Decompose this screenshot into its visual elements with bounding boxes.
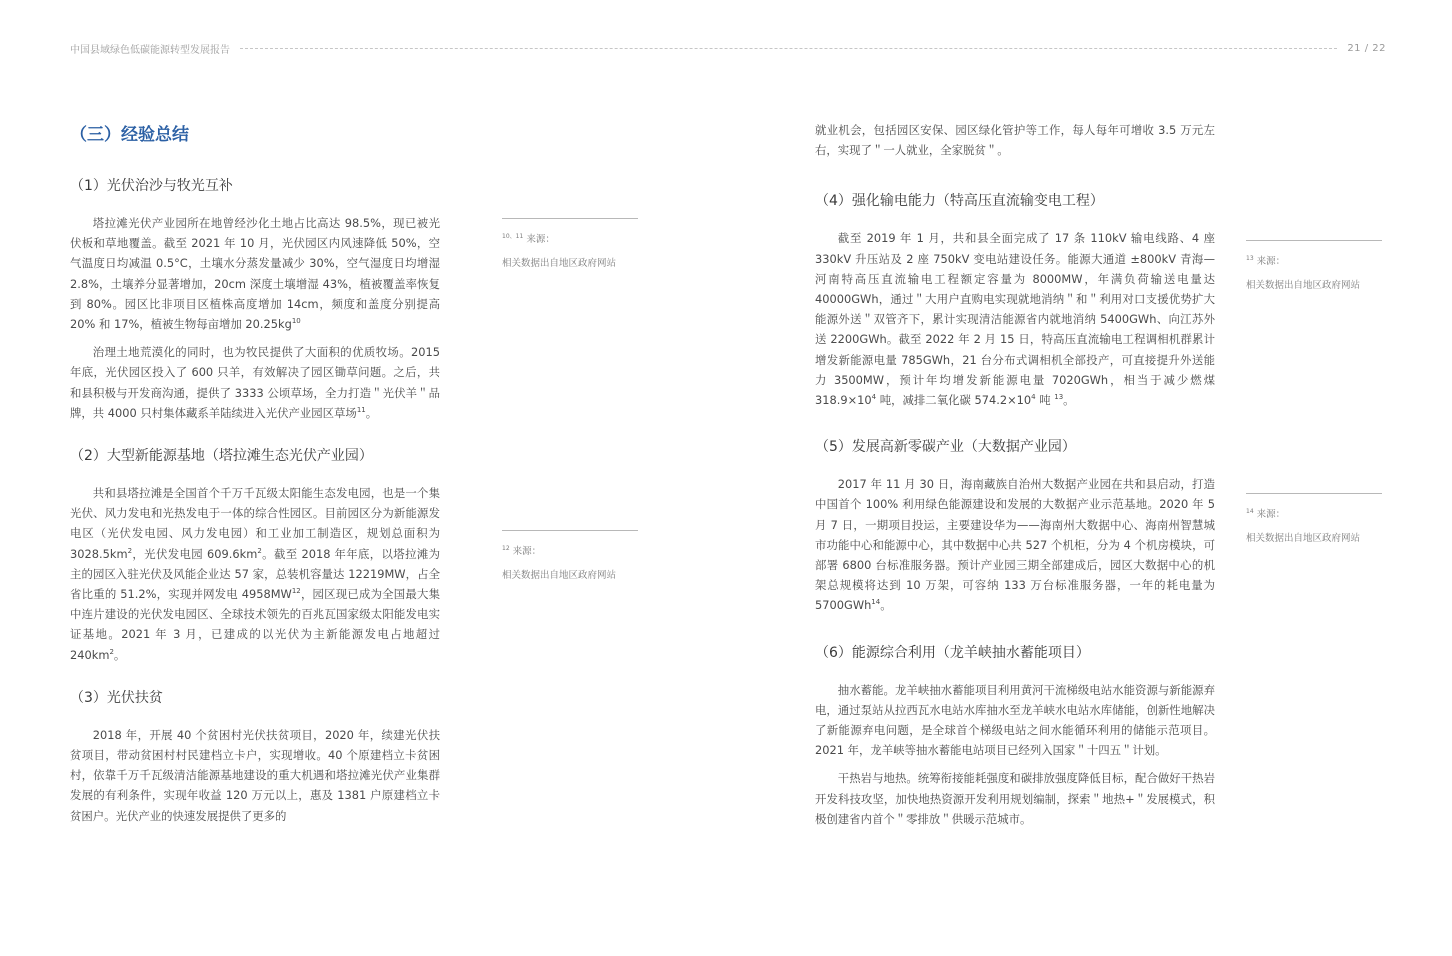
subsection-title-2: （2）大型新能源基地（塔拉滩生态光伏产业园） [70, 448, 373, 465]
footnote-rule [1246, 240, 1382, 241]
paragraph: 抽水蓄能。龙羊峡抽水蓄能项目利用黄河干流梯级电站水能资源与新能源弃电，通过泵站从拉西瓦水电站水库抽水至龙羊峡水电站水库储能，创新性地解决了新能源弃电问题，是全球首个梯级电站之间水能循环利用的储能示范项目。2021 年，龙羊峡等抽水蓄能电站项目已经列入国家＂十四五＂计划。 [815, 682, 1215, 758]
footnote-rule [502, 218, 638, 219]
page-number: 21 / 22 [1347, 42, 1386, 54]
paragraph: 干热岩与地热。统筹衔接能耗强度和碳排放强度降低目标，配合做好干热岩开发科技攻坚，加快地热资源开发利用规划编制，探索＂地热+＂发展模式，积极创建省内首个＂零排放＂供暖示范城市。 [815, 771, 1215, 826]
paragraph: 塔拉滩光伏产业园所在地曾经沙化土地占比高达 98.5%，现已被光伏板和草地覆盖。截至 2021 年 10 月，光伏园区内风速降低 50%，空气温度日均减温 0.5°C，土壤水分蒸发量减少 30%，空气湿度日均增湿 2.8%，土壤养分显著增加，20cm 深度土壤增湿 43%，植被覆盖率恢复到 80%。园区比非项目区植株高度增加 14cm，频度和盖度分别提高 20% 和 17%，植被生物每亩增加 $20.25kg^{10}$ [70, 216, 440, 332]
footnote: $^{14}$ 来源： 相关数据出自地区政府网站 [1246, 493, 1382, 544]
subsection-title-3: （3）光伏扶贫 [70, 689, 163, 706]
paragraph: 2017 年 11 月 30 日，海南藏族自治州大数据产业园在共和县启动，打造中国首个 100% 利用绿色能源建设和发展的大数据产业示范基地。2020 年 5 月 7 日，一期项目投运，主要建设华为——海南州大数据中心、海南州智慧城市功能中心和能源中心，其中数据中心共 527 个机柜，分为 4 个机房模块，可部署 6800 台标准服务器。预计产业园三期全部建成后，园区大数据中心的机架总规模将达到 10 万架，可容纳 133 万台标准服务器，一年的耗电量为 5700GWh$^{14}$。 [815, 477, 1215, 613]
paragraph: 就业机会，包括园区安保、园区绿化管护等工作，每人每年可增收 3.5 万元左右，实现了＂一人就业，全家脱贫＂。 [815, 123, 1215, 158]
subsection-title-1: （1）光伏治沙与牧光互补 [70, 178, 233, 194]
footnote: $^{12}$ 来源： 相关数据出自地区政府网站 [502, 530, 638, 581]
report-title: 中国县域绿色低碳能源转型发展报告 [70, 44, 230, 56]
footnote-rule [1246, 493, 1382, 494]
footnote: $^{10、11}$ 来源： 相关数据出自地区政府网站 [502, 218, 638, 269]
footnote: $^{13}$ 来源： 相关数据出自地区政府网站 [1246, 240, 1382, 291]
subsection-title-5: （5）发展高新零碳产业（大数据产业园） [815, 439, 1076, 456]
subsection-title-4: （4）强化输电能力（特高压直流输变电工程） [815, 193, 1104, 210]
left-column [70, 120, 440, 834]
header-divider [240, 48, 1337, 49]
paragraph: 共和县塔拉滩是全国首个千万千瓦级太阳能生态发电园，也是一个集光伏、风力发电和光热发电于一体的综合性园区。目前园区分为新能源发电区（光伏发电园、风力发电园）和工业加工制造区，规划总面积为 $3028.5km^2$，光伏发电园 $609.6km^2$。截至 2018 年年底，以塔拉滩为主的园区入驻光伏及风能企业达 57 家，总装机容量达 12219MW，占全省比重的 51.2%，实现并网发电 4958MW$^{12}$，园区现已成为全国最大集中连片建设的光伏发电园区、全球技术领先的百兆瓦国家级太阳能发电实证基地。2021 年 3 月，已建成的以光伏为主新能源发电占地超过 $240km^2$。 [70, 486, 440, 662]
right-column [815, 120, 1215, 837]
footnote-rule [502, 530, 638, 531]
subsection-title-6: （6）能源综合利用（龙羊峡抽水蓄能项目） [815, 644, 1090, 661]
paragraph: 治理土地荒漠化的同时，也为牧民提供了大面积的优质牧场。2015 年底，光伏园区投入了 600 只羊，有效解决了园区锄草问题。之后，共和县积极与开发商沟通，提供了 3333 公顷草场，全力打造＂光伏羊＂品牌，共 4000 只村集体藏系羊陆续进入光伏产业园区草场$^{11}$。 [70, 345, 440, 420]
section-title: （三）经验总结 [70, 125, 189, 145]
page-header [70, 40, 1386, 56]
paragraph: 2018 年，开展 40 个贫困村光伏扶贫项目，2020 年，续建光伏扶贫项目，带动贫困村村民建档立卡户，实现增收。40 个原建档立卡贫困村，依靠千万千瓦级清洁能源基地建设的重大机遇和塔拉滩光伏产业集群发展的有利条件，实现年收益 120 万元以上，惠及 1381 户原建档立卡贫困户。光伏产业的快速发展提供了更多的 [70, 727, 440, 823]
paragraph: 截至 2019 年 1 月，共和县全面完成了 17 条 110kV 输电线路、4 座 330kV 升压站及 2 座 750kV 变电站建设任务。能源大通道 ±800kV 青海—河南特高压直流输电工程额定容量为 8000MW，年满负荷输送电量达 40000GWh，通过＂大用户直购电实现就地消纳＂和＂利用对口支援优势扩大能源外送＂双管齐下，累计实现清洁能源省内就地消纳 5400GWh、向江苏外送 2200GWh。截至 2022 年 2 月 15 日，特高压直流输电工程调相机群累计增发新能源电量 785GWh，21 台分布式调相机全部投产，可直接提升外送能力 3500MW，预计年均增发新能源电量 7020GWh，相当于减少燃煤 $318.9\times 10^4$ 吨，减排二氧化碳 $574.2\times 10^4$ 吨 $^{13}$。 [815, 231, 1215, 408]
